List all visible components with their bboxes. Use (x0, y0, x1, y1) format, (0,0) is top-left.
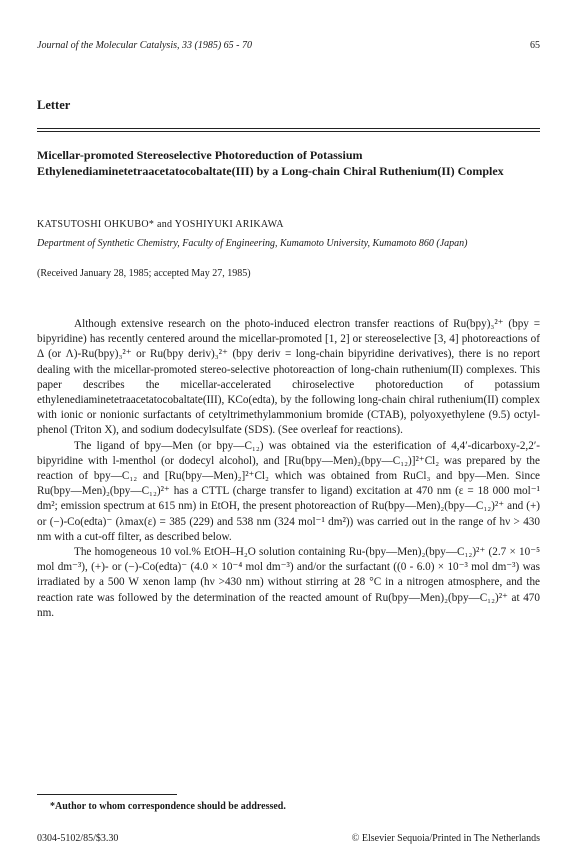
section-label: Letter (37, 98, 71, 112)
body-paragraph: The ligand of bpy—Men (or bpy—C₁₂) was obtained via the esterification of 4,4′-dicarboxy-2,2′-bipyridine with l-menthol (or dodecyl alcohol), and [Ru(bpy—Men)₂(bpy—C₁₂)]²⁺Cl₂ was prepared by the reaction of bpy—C₁₂ and [Ru(bpy—Men)₂]²⁺Cl₂ which was obtained from RuCl₃ and bpy—Men. Since Ru(bpy—Men)₂(bpy—C₁₂)²⁺ has a CTTL (charge transfer to ligand) excitation at 470 nm (ε = 18 000 mol⁻¹ dm²; emission spectrum at 615 nm) in EtOH, the present photoreaction of Ru(bpy—Men)₂(bpy—C₁₂)²⁺ and (+) or (−)-Co(edta)⁻ (λmax(ε) = 385 (229) and 538 nm (324 mol⁻¹ dm²)) was carried out in the range of hν > 430 nm with a cut-off filter, as described below. (37, 439, 540, 543)
article-title: Micellar-promoted Stereoselective Photoreduction of Potassium Ethylenediaminetetraacetatocobaltate(III) by a Long-chain Chiral Ruthenium(II) Complex (37, 148, 504, 178)
article-body (37, 317, 540, 621)
title-rule-top (37, 128, 540, 129)
body-paragraph: Although extensive research on the photo-induced electron transfer reactions of Ru(bpy)₃²⁺ (bpy = bipyridine) has recently centered around the micellar-promoted [1, 2] or stereoselective [3, 4] photoreactions of Δ (or Λ)-Ru(bpy)₃²⁺ or Ru(bpy deriv)₃²⁺ (bpy deriv = long-chain bipyridine derivatives), there is no report dealing with the micellar-promoted stereo-selective photoreaction of long-chain ruthenium(II) complexes. This paper describes the micellar-accelerated chiroselective photoreduction of potassium ethylenediaminetetraacetatocobaltate(III), KCo(edta), by the following long-chain chiral ruthenium(II) complex with ionic or nonionic surfactants of cetyltrimethylammonium bromide (CTAB), polyoxyethylene (9.5) octyl-phenol (Triton X), and sodium dodecylsulfate (SDS). (See overleaf for reactions). (37, 318, 540, 437)
received-dates: (Received January 28, 1985; accepted May 27, 1985) (37, 268, 251, 279)
title-rule-bottom (37, 131, 540, 132)
issn-code: 0304-5102/85/$3.30 (37, 833, 119, 844)
publisher-line: © Elsevier Sequoia/Printed in The Netherlands (351, 833, 540, 844)
page-footer (37, 833, 540, 844)
body-paragraph: The homogeneous 10 vol.% EtOH–H₂O solution containing Ru-(bpy—Men)₂(bpy—C₁₂)²⁺ (2.7 × 10⁻⁵ mol dm⁻³), (+)- or (−)-Co(edta)⁻ (4.0 × 10⁻⁴ mol dm⁻³) and/or the surfactant ((0 - 6.0) × 10⁻³ mol dm⁻³) was irradiated by a 500 W xenon lamp (hν >430 nm) without stirring at 28 °C in a nitrogen atmosphere, and the reaction rate was followed by the determination of the reacted amount of Ru(bpy—Men)₂(bpy—C₁₂)²⁺ at 470 nm. (37, 546, 540, 619)
page-number: 65 (530, 40, 540, 51)
correspondence-footnote: *Author to whom correspondence should be addressed. (50, 801, 286, 812)
author-list: KATSUTOSHI OHKUBO* and YOSHIYUKI ARIKAWA (37, 219, 284, 230)
running-head (37, 40, 540, 51)
journal-citation: Journal of the Molecular Catalysis, 33 (1985) 65 - 70 (37, 40, 252, 51)
author-affiliation: Department of Synthetic Chemistry, Faculty of Engineering, Kumamoto University, Kumamoto 860 (Japan) (37, 238, 468, 249)
footnote-rule (37, 794, 177, 795)
